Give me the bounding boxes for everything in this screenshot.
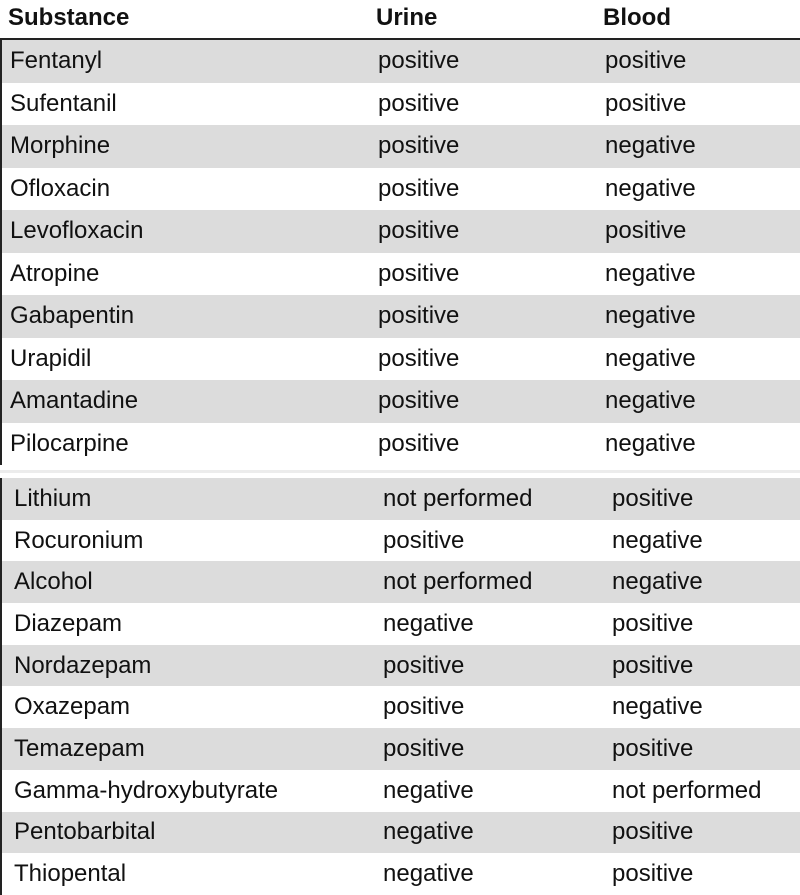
table-row (2, 40, 800, 83)
urine-cell: positive (378, 47, 460, 75)
substance-cell: Sufentanil (10, 89, 117, 117)
blood-cell: positive (605, 47, 687, 75)
substance-cell: Rocuronium (14, 526, 144, 554)
blood-cell: negative (612, 568, 703, 596)
substance-cell: Diazepam (14, 609, 123, 637)
substance-cell: Fentanyl (10, 47, 103, 75)
table-row (2, 210, 800, 253)
table-header (0, 0, 800, 40)
substance-cell: Oxazepam (14, 693, 131, 721)
substance-cell: Levofloxacin (10, 217, 144, 245)
section-divider (0, 470, 800, 473)
blood-cell: positive (612, 484, 694, 512)
substance-cell: Gamma-hydroxybutyrate (14, 776, 279, 804)
urine-cell: positive (383, 734, 465, 762)
header-blood: Blood (603, 4, 671, 31)
table-row (2, 728, 800, 770)
table-row (2, 520, 800, 562)
urine-cell: positive (383, 693, 465, 721)
substance-cell: Urapidil (10, 344, 92, 372)
header-substance: Substance (8, 4, 130, 31)
blood-cell: negative (612, 693, 703, 721)
urine-cell: positive (378, 217, 460, 245)
table-row (2, 295, 800, 338)
blood-cell: negative (605, 174, 696, 202)
urine-cell: positive (378, 89, 460, 117)
header-urine: Urine (376, 4, 438, 31)
substance-cell: Temazepam (14, 734, 145, 762)
urine-cell: negative (383, 776, 474, 804)
table-row (2, 686, 800, 728)
urine-cell: not performed (383, 484, 533, 512)
table-row (2, 561, 800, 603)
urine-cell: positive (378, 429, 460, 457)
blood-cell: positive (612, 818, 694, 846)
table-row (2, 645, 800, 687)
substance-cell: Morphine (10, 132, 111, 160)
blood-cell: negative (605, 132, 696, 160)
substance-cell: Pilocarpine (10, 429, 129, 457)
blood-cell: negative (605, 259, 696, 287)
table-row (2, 168, 800, 211)
urine-cell: positive (378, 259, 460, 287)
blood-cell: negative (612, 526, 703, 554)
blood-cell: positive (612, 860, 694, 888)
substance-cell: Ofloxacin (10, 174, 111, 202)
substance-cell: Thiopental (14, 860, 127, 888)
substance-cell: Nordazepam (14, 651, 152, 679)
blood-cell: negative (605, 387, 696, 415)
blood-cell: positive (612, 651, 694, 679)
urine-cell: positive (378, 132, 460, 160)
table-row (2, 812, 800, 854)
urine-cell: positive (378, 174, 460, 202)
table-row (2, 380, 800, 423)
table-row (2, 338, 800, 381)
urine-cell: positive (378, 344, 460, 372)
blood-cell: negative (605, 344, 696, 372)
substance-cell: Atropine (10, 259, 100, 287)
table-row (2, 770, 800, 812)
table-section-2 (0, 478, 800, 895)
table-row (2, 125, 800, 168)
urine-cell: positive (383, 651, 465, 679)
urine-cell: positive (378, 302, 460, 330)
blood-cell: not performed (612, 776, 762, 804)
substance-cell: Gabapentin (10, 302, 135, 330)
urine-cell: negative (383, 860, 474, 888)
substance-cell: Alcohol (14, 568, 93, 596)
urine-cell: negative (383, 609, 474, 637)
substance-cell: Pentobarbital (14, 818, 156, 846)
urine-cell: not performed (383, 568, 533, 596)
table-row (2, 423, 800, 466)
table-row (2, 853, 800, 895)
urine-cell: positive (383, 526, 465, 554)
urine-cell: positive (378, 387, 460, 415)
table-row (2, 253, 800, 296)
urine-cell: negative (383, 818, 474, 846)
substance-cell: Amantadine (10, 387, 139, 415)
blood-cell: positive (605, 217, 687, 245)
table-row (2, 83, 800, 126)
blood-cell: positive (612, 734, 694, 762)
blood-cell: negative (605, 302, 696, 330)
blood-cell: positive (612, 609, 694, 637)
substance-cell: Lithium (14, 484, 92, 512)
table-section-1 (0, 40, 800, 465)
blood-cell: negative (605, 429, 696, 457)
table-row (2, 478, 800, 520)
blood-cell: positive (605, 89, 687, 117)
table-row (2, 603, 800, 645)
